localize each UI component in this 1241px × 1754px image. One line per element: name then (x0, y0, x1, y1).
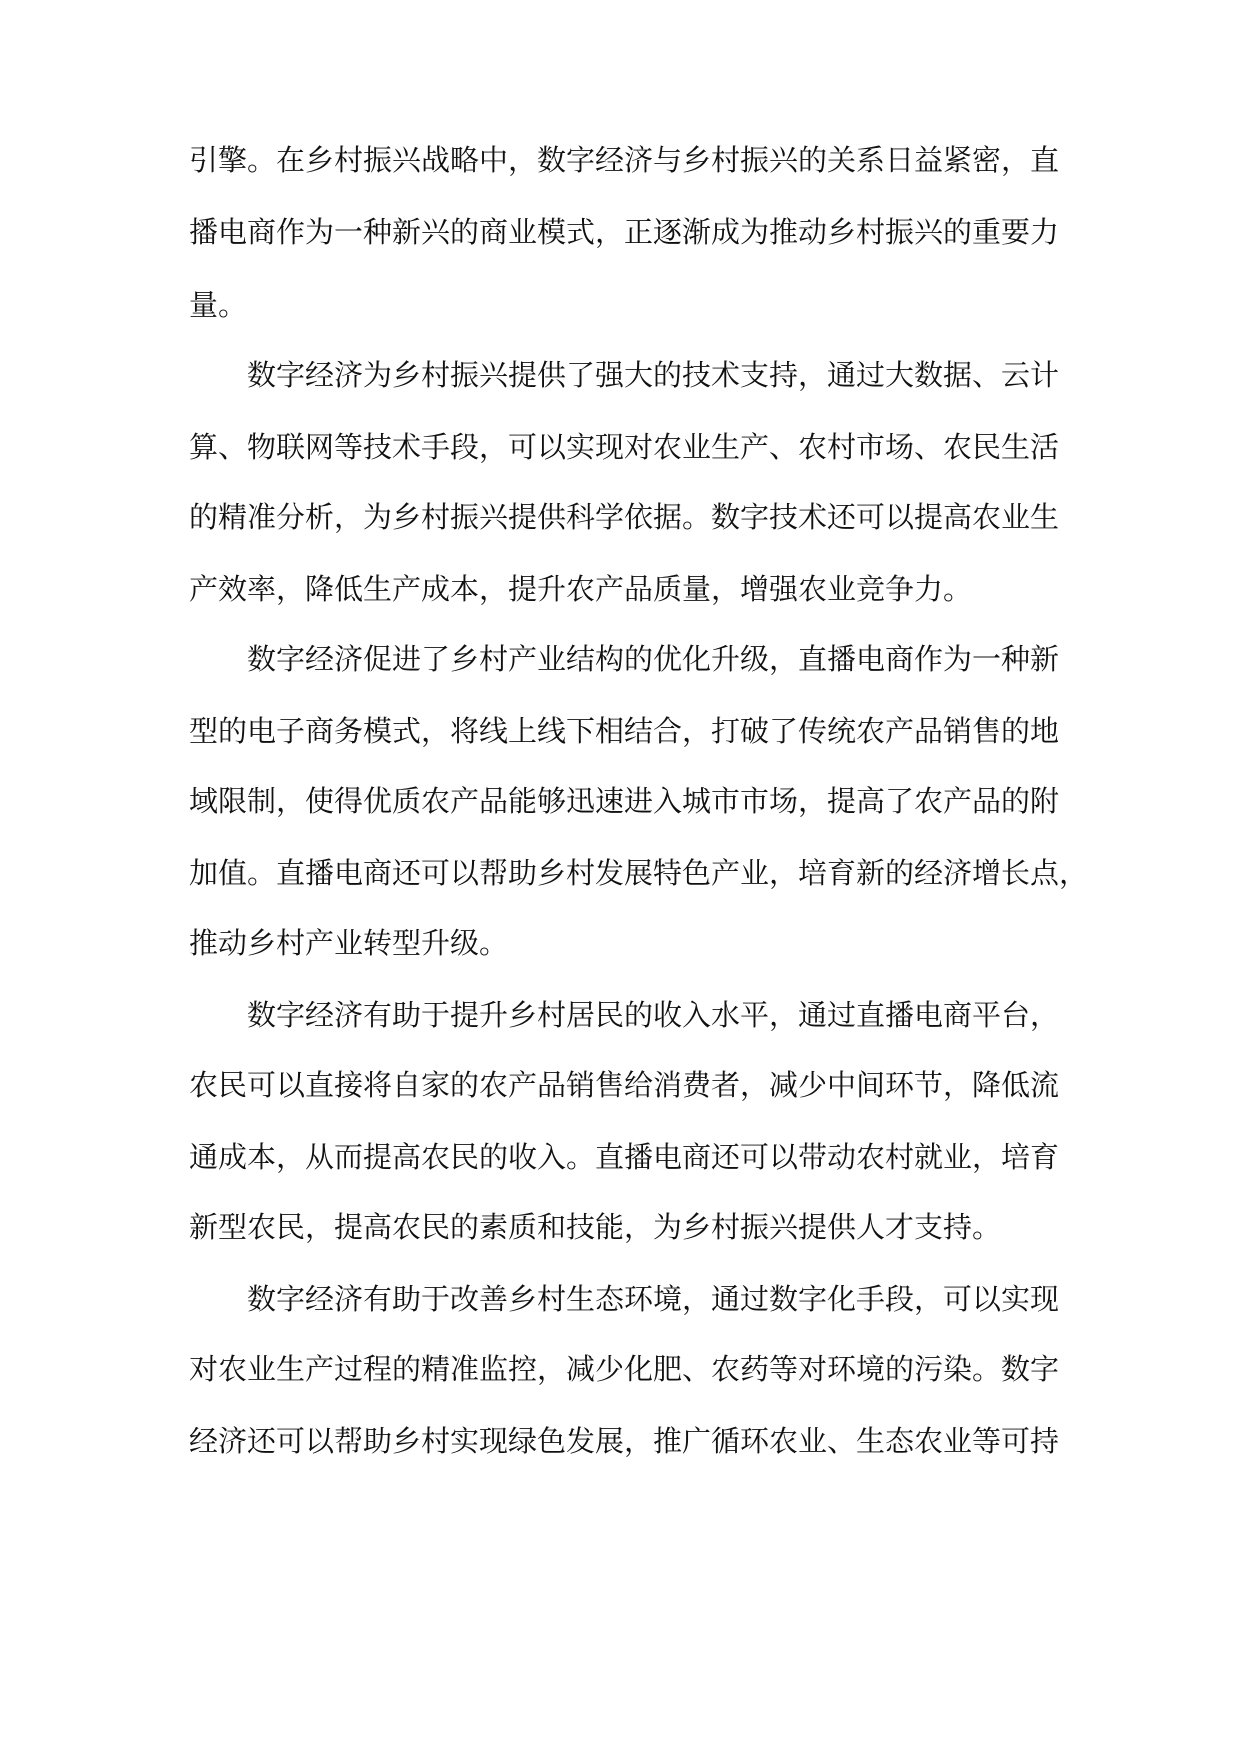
text-line: 经济还可以帮助乡村实现绿色发展，推广循环农业、生态农业等可持 (189, 1424, 1060, 1458)
text-line: 域限制，使得优质农产品能够迅速进入城市市场，提高了农产品的附 (189, 784, 1060, 818)
text-line: 推动乡村产业转型升级。 (189, 926, 509, 960)
text-line: 新型农民，提高农民的素质和技能，为乡村振兴提供人才支持。 (189, 1210, 1002, 1244)
text-line: 数字经济为乡村振兴提供了强大的技术支持，通过大数据、云计 (247, 358, 1060, 392)
text-line: 产效率，降低生产成本，提升农产品质量，增强农业竞争力。 (189, 572, 973, 606)
text-line: 数字经济有助于提升乡村居民的收入水平，通过直播电商平台， (247, 998, 1060, 1032)
text-line: 数字经济有助于改善乡村生态环境，通过数字化手段，可以实现 (247, 1282, 1060, 1316)
text-line: 农民可以直接将自家的农产品销售给消费者，减少中间环节，降低流 (189, 1068, 1060, 1102)
text-line: 加值。直播电商还可以帮助乡村发展特色产业，培育新的经济增长点， (189, 856, 1089, 890)
text-line: 通成本，从而提高农民的收入。直播电商还可以带动农村就业，培育 (189, 1140, 1060, 1174)
text-line: 对农业生产过程的精准监控，减少化肥、农药等对环境的污染。数字 (189, 1352, 1060, 1386)
text-line: 的精准分析，为乡村振兴提供科学依据。数字技术还可以提高农业生 (189, 500, 1060, 534)
text-line: 播电商作为一种新兴的商业模式，正逐渐成为推动乡村振兴的重要力 (189, 215, 1060, 249)
text-line: 算、物联网等技术手段，可以实现对农业生产、农村市场、农民生活 (189, 430, 1060, 464)
text-line: 数字经济促进了乡村产业结构的优化升级，直播电商作为一种新 (247, 642, 1060, 676)
text-line: 引擎。在乡村振兴战略中，数字经济与乡村振兴的关系日益紧密，直 (189, 143, 1060, 177)
text-line: 型的电子商务模式，将线上线下相结合，打破了传统农产品销售的地 (189, 714, 1060, 748)
text-line: 量。 (189, 288, 248, 322)
